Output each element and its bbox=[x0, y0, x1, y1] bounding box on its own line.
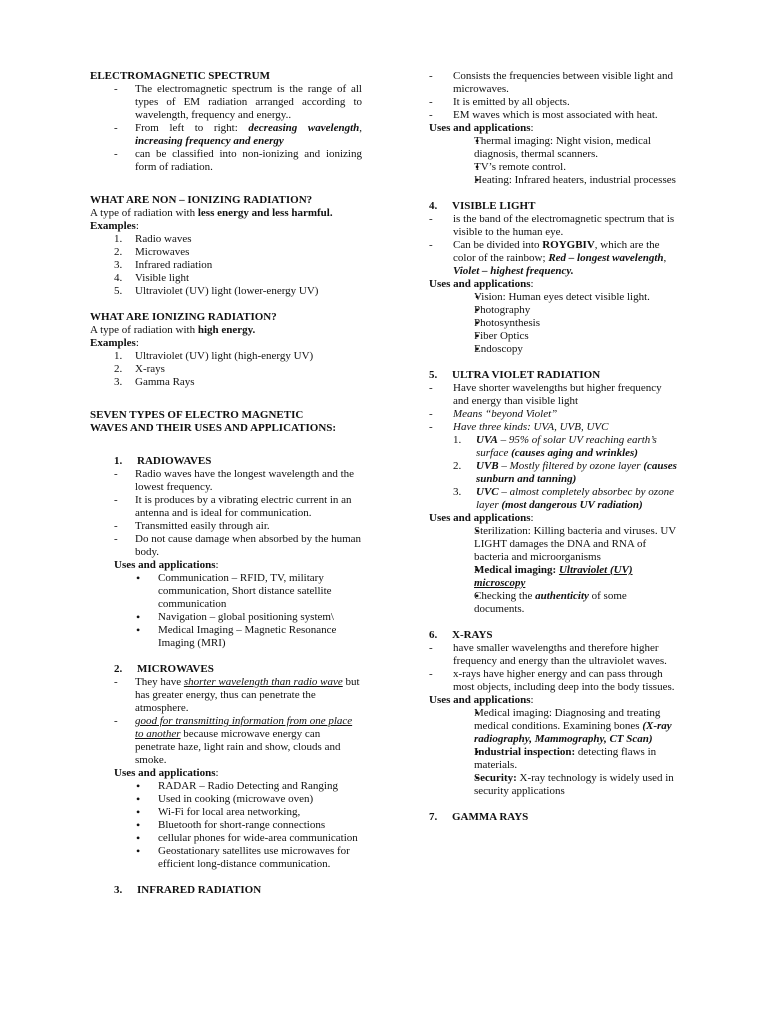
microwaves-use: • Geostationary satellites use microwaves for efficient long-distance communication. bbox=[90, 845, 362, 871]
xrays-desc: - have smaller wavelengths and therefore higher frequency and energy than the ultraviolet waves. bbox=[429, 642, 679, 668]
microwaves-use: • cellular phones for wide-area communication bbox=[90, 832, 362, 845]
visible-light-heading: 4. VISIBLE LIGHT bbox=[429, 200, 536, 212]
list-item: 1. Ultraviolet (UV) light (high-energy UV) bbox=[114, 350, 314, 362]
xrays-heading: 6. X-RAYS bbox=[429, 629, 493, 641]
ultraviolet-desc: - Means “beyond Violet” bbox=[429, 408, 679, 421]
xrays-use: • Industrial inspection: detecting flaws in materials. bbox=[429, 746, 679, 772]
radiowaves-use: • Navigation – global positioning system\ bbox=[90, 611, 362, 624]
ultraviolet-use: • Medical imaging: Ultraviolet (UV) microscopy bbox=[429, 564, 679, 590]
radiowaves-desc: - Transmitted easily through air. bbox=[90, 520, 362, 533]
ionizing-heading: WHAT ARE IONIZING RADIATION? bbox=[90, 311, 277, 323]
xrays-desc: - x-rays have higher energy and can pass through most objects, including deep into the body tissues. bbox=[429, 668, 679, 694]
uva-item: 1. UVA – 95% of solar UV reaching earth’s surface (causes aging and wrinkles) bbox=[453, 434, 657, 459]
visible-light-use: • Photosynthesis bbox=[429, 317, 679, 330]
radiowaves-use: • Medical Imaging – Magnetic Resonance Imaging (MRI) bbox=[90, 624, 362, 650]
ultraviolet-desc: - Have three kinds: UVA, UVB, UVC bbox=[429, 421, 679, 434]
microwaves-heading: 2. MICROWAVES bbox=[114, 663, 214, 675]
seven-types-heading: SEVEN TYPES OF ELECTRO MAGNETIC WAVES AND THEIR USES AND APPLICATIONS: bbox=[90, 409, 337, 434]
microwaves-use: • RADAR – Radio Detecting and Ranging bbox=[90, 780, 362, 793]
infrared-uses-label: Uses and applications: bbox=[429, 122, 534, 134]
list-item: 2. X-rays bbox=[114, 363, 165, 375]
ultraviolet-heading: 5. ULTRA VIOLET RADIATION bbox=[429, 369, 601, 381]
infrared-desc: - It is emitted by all objects. bbox=[429, 96, 679, 109]
uvc-item: 3. UVC – almost completely absorbec by ozone layer (most dangerous UV radiation) bbox=[453, 486, 674, 511]
ultraviolet-use: • Sterilization: Killing bacteria and viruses. UV LIGHT damages the DNA and RNA of bacteria and microorganisms bbox=[429, 525, 679, 564]
radiowaves-desc: - It is produces by a vibrating electric current in an antenna and is ideal for communication. bbox=[90, 494, 362, 520]
em-definition: - The electromagnetic spectrum is the range of all types of EM radiation arranged according to wavelength, frequency and energy.. bbox=[90, 83, 362, 122]
visible-light-use: • Vision: Human eyes detect visible light. bbox=[429, 291, 679, 304]
radiowaves-desc: - Do not cause damage when absorbed by the human body. bbox=[90, 533, 362, 559]
infrared-desc: - EM waves which is most associated with heat. bbox=[429, 109, 679, 122]
visible-light-desc: - Can be divided into ROYGBIV, which are the color of the rainbow; Red – longest wavelength, Violet – highest frequency. bbox=[429, 239, 679, 278]
xrays-use: • Security: X-ray technology is widely used in security applications bbox=[429, 772, 679, 798]
list-item: 3. Gamma Rays bbox=[114, 376, 195, 388]
left-column bbox=[90, 70, 362, 897]
right-column bbox=[429, 70, 679, 824]
microwaves-use: • Wi-Fi for local area networking, bbox=[90, 806, 362, 819]
infrared-use: • Heating: Infrared heaters, industrial processes bbox=[429, 174, 679, 187]
radiowaves-use: • Communication – RFID, TV, military communication, Short distance satellite communication bbox=[90, 572, 362, 611]
infrared-desc: - Consists the frequencies between visible light and microwaves. bbox=[429, 70, 679, 96]
radiowaves-uses-label: Uses and applications: bbox=[114, 559, 219, 571]
xrays-uses-label: Uses and applications: bbox=[429, 694, 534, 706]
xrays-use: • Medical imaging: Diagnosing and treating medical conditions. Examining bones (X-ray radiography, Mammography, CT Scan) bbox=[429, 707, 679, 746]
ultraviolet-desc: - Have shorter wavelengths but higher frequency and energy than visible light bbox=[429, 382, 679, 408]
list-item: 4. Visible light bbox=[114, 272, 190, 284]
ionizing-examples-label: Examples: bbox=[90, 337, 139, 349]
infrared-use: • Thermal imaging: Night vision, medical diagnosis, thermal scanners. bbox=[429, 135, 679, 161]
microwaves-desc: - They have shorter wavelength than radio wave but has greater energy, thus can penetrate the atmosphere. bbox=[90, 676, 362, 715]
visible-light-uses-label: Uses and applications: bbox=[429, 278, 534, 290]
visible-light-use: • Fiber Optics bbox=[429, 330, 679, 343]
non-ionizing-heading: WHAT ARE NON – IONIZING RADIATION? bbox=[90, 194, 313, 206]
ultraviolet-use: • Checking the authenticity of some documents. bbox=[429, 590, 679, 616]
list-item: 1. Radio waves bbox=[114, 233, 192, 245]
visible-light-use: • Endoscopy bbox=[429, 343, 679, 356]
ultraviolet-uses-label: Uses and applications: bbox=[429, 512, 534, 524]
list-item: 3. Infrared radiation bbox=[114, 259, 213, 271]
microwaves-use: • Bluetooth for short-range connections bbox=[90, 819, 362, 832]
non-ionizing-examples-label: Examples: bbox=[90, 220, 139, 232]
microwaves-desc: - good for transmitting information from one place to another because microwave energy can penetrate haze, light rain and show, clouds and smoke. bbox=[90, 715, 362, 767]
visible-light-use: • Photography bbox=[429, 304, 679, 317]
em-spectrum-heading: ELECTROMAGNETIC SPECTRUM bbox=[90, 70, 270, 82]
uvb-item: 2. UVB – Mostly filtered by ozone layer (causes sunburn and tanning) bbox=[453, 460, 677, 485]
ionizing-definition: A type of radiation with high energy. bbox=[90, 324, 256, 336]
infrared-heading: 3. INFRARED RADIATION bbox=[114, 884, 262, 896]
microwaves-use: • Used in cooking (microwave oven) bbox=[90, 793, 362, 806]
list-item: 5. Ultraviolet (UV) light (lower-energy UV) bbox=[114, 285, 319, 297]
microwaves-uses-label: Uses and applications: bbox=[114, 767, 219, 779]
visible-light-desc: - is the band of the electromagnetic spectrum that is visible to the human eye. bbox=[429, 213, 679, 239]
radiowaves-heading: 1. RADIOWAVES bbox=[114, 455, 212, 467]
em-classification: - can be classified into non-ionizing and ionizing form of radiation. bbox=[90, 148, 362, 174]
list-item: 2. Microwaves bbox=[114, 246, 190, 258]
non-ionizing-definition: A type of radiation with less energy and less harmful. bbox=[90, 207, 333, 219]
radiowaves-desc: - Radio waves have the longest wavelength and the lowest frequency. bbox=[90, 468, 362, 494]
gamma-rays-heading: 7. GAMMA RAYS bbox=[429, 811, 529, 823]
em-direction: - From left to right: decreasing wavelength, increasing frequency and energy bbox=[90, 122, 362, 148]
infrared-use: • TV’s remote control. bbox=[429, 161, 679, 174]
